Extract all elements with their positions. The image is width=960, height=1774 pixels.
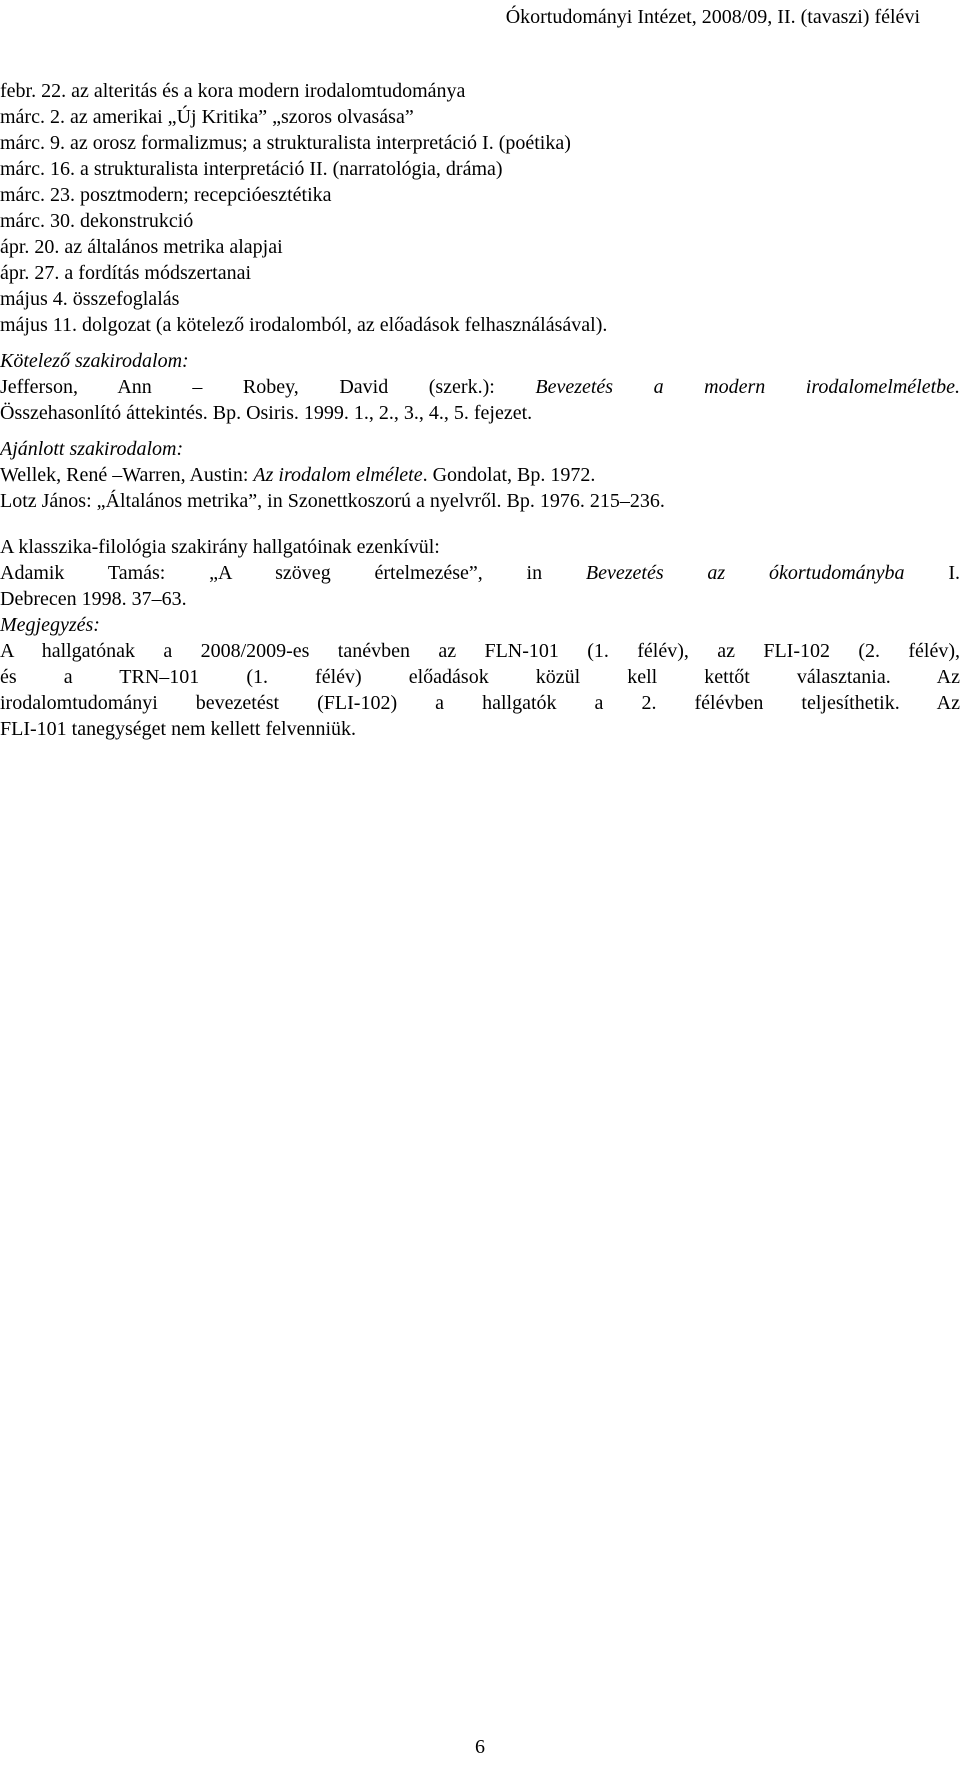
recommended-ref-2: Lotz János: „Általános metrika”, in Szonettkoszorú a nyelvről. Bp. 1976. 215–236. xyxy=(0,490,665,512)
required-heading: Kötelező szakirodalom: xyxy=(0,350,189,372)
schedule-item: május 4. összefoglalás xyxy=(0,288,180,310)
classics-literature xyxy=(0,534,960,612)
required-ref-line xyxy=(0,374,960,400)
schedule-list xyxy=(0,78,960,338)
note-heading: Megjegyzés: xyxy=(0,614,100,636)
required-literature xyxy=(0,348,960,426)
note-line: és a TRN–101 (1. félév) előadások közül kell kettőt választania. Az xyxy=(0,666,960,688)
recommended-ref-1-title: Az irodalom elmélete xyxy=(253,464,423,486)
recommended-ref-1 xyxy=(0,462,960,488)
recommended-ref-1-rest: . Gondolat, Bp. 1972. xyxy=(422,464,596,486)
recommended-ref-1-authors: Wellek, René –Warren, Austin: xyxy=(0,464,254,486)
required-ref-authors: Jefferson, Ann – Robey, David (szerk.): xyxy=(0,376,536,398)
document-body xyxy=(0,78,960,742)
note-line: A hallgatónak a 2008/2009-es tanévben az FLN-101 (1. félév), az FLI-102 (2. félév), xyxy=(0,640,960,662)
classics-ref-title: Bevezetés az ókortudományba xyxy=(585,562,905,584)
schedule-item: febr. 22. az alteritás és a kora modern irodalomtudománya xyxy=(0,80,466,102)
schedule-item: márc. 2. az amerikai „Új Kritika” „szoros olvasása” xyxy=(0,106,414,128)
recommended-literature xyxy=(0,436,960,514)
note-line: FLI-101 tanegységet nem kellett felvenniük. xyxy=(0,718,357,740)
classics-ref-end: I. xyxy=(904,562,960,584)
classics-ref-rest: Debrecen 1998. 37–63. xyxy=(0,588,187,610)
required-ref-title: Bevezetés a modern irodalomelméletbe. xyxy=(535,376,960,398)
required-ref-rest: Összehasonlító áttekintés. Bp. Osiris. 1999. 1., 2., 3., 4., 5. fejezet. xyxy=(0,402,533,424)
schedule-item: ápr. 20. az általános metrika alapjai xyxy=(0,236,283,258)
classics-ref-line xyxy=(0,560,960,586)
schedule-item: márc. 9. az orosz formalizmus; a strukturalista interpretáció I. (poétika) xyxy=(0,132,571,154)
schedule-item: május 11. dolgozat (a kötelező irodalomból, az előadások felhasználásával). xyxy=(0,314,608,336)
classics-heading: A klasszika-filológia szakirány hallgatóinak ezenkívül: xyxy=(0,536,440,558)
note-line: irodalomtudományi bevezetést (FLI-102) a hallgatók a 2. félévben teljesíthetik. Az xyxy=(0,692,960,714)
classics-ref-authors: Adamik Tamás: „A szöveg értelmezése”, in xyxy=(0,562,586,584)
page-number: 6 xyxy=(475,1736,485,1758)
schedule-item: márc. 23. posztmodern; recepcióesztétika xyxy=(0,184,332,206)
page-header: Ókortudományi Intézet, 2008/09, II. (tavaszi) félévi xyxy=(505,6,920,28)
schedule-item: márc. 16. a strukturalista interpretáció II. (narratológia, dráma) xyxy=(0,158,503,180)
schedule-item: márc. 30. dekonstrukció xyxy=(0,210,194,232)
note-section xyxy=(0,612,960,742)
schedule-item: ápr. 27. a fordítás módszertanai xyxy=(0,262,252,284)
recommended-heading: Ajánlott szakirodalom: xyxy=(0,438,184,460)
